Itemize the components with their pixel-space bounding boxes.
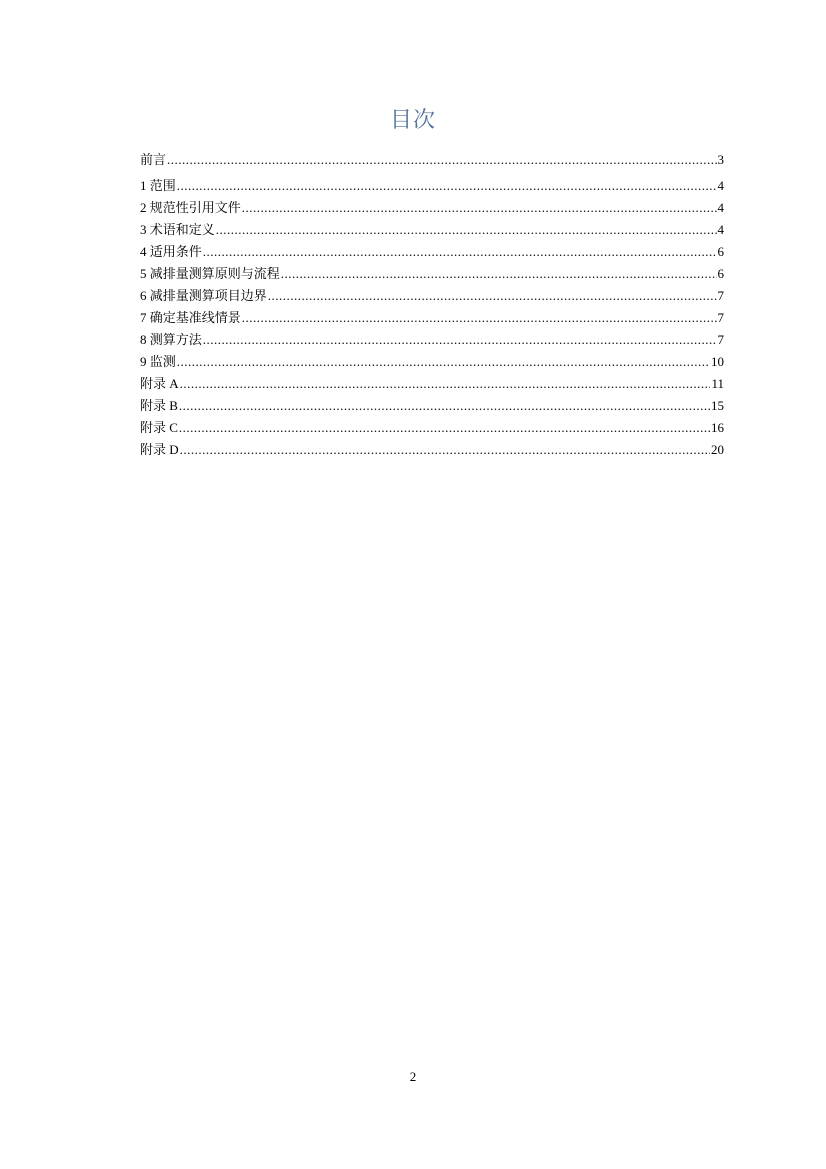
- toc-leader-dots: [179, 417, 710, 439]
- toc-entry-page: 7: [717, 310, 724, 325]
- toc-leader-dots: [242, 307, 717, 329]
- toc-entry-appendix-d[interactable]: [140, 439, 724, 461]
- toc-leader-dots: [203, 241, 717, 263]
- toc-entry-label: 4 适用条件: [140, 244, 202, 259]
- toc-entry-label: 附录 A: [140, 376, 179, 391]
- toc-leader-dots: [177, 175, 717, 197]
- toc-entry-page: 15: [711, 398, 724, 413]
- toc-entry-scope[interactable]: [140, 175, 724, 197]
- toc-entry-label: 附录 D: [140, 442, 179, 457]
- toc-entry-page: 16: [711, 420, 724, 435]
- toc-entry-appendix-b[interactable]: [140, 395, 724, 417]
- toc-leader-dots: [177, 351, 710, 373]
- toc-entry-page: 10: [711, 354, 724, 369]
- toc-entry-page: 7: [717, 288, 724, 303]
- toc-leader-dots: [216, 219, 717, 241]
- toc-entry-page: 7: [717, 332, 724, 347]
- toc-entry-label: 1 范围: [140, 178, 176, 193]
- toc-leader-dots: [180, 373, 711, 395]
- toc-entry-label: 附录 B: [140, 398, 178, 413]
- toc-entry-page: 6: [717, 244, 724, 259]
- toc-entry-appendix-c[interactable]: [140, 417, 724, 439]
- toc-entry-page: 6: [717, 266, 724, 281]
- toc-entry-label: 7 确定基准线情景: [140, 310, 241, 325]
- toc-entry-page: 4: [717, 200, 724, 215]
- toc-entry-page: 11: [711, 376, 724, 391]
- toc-entry-appendix-a[interactable]: [140, 373, 724, 395]
- toc-entry-terms-definitions[interactable]: [140, 219, 724, 241]
- toc-entry-monitoring[interactable]: [140, 351, 724, 373]
- toc-leader-dots: [203, 329, 717, 351]
- toc-entry-principles-process[interactable]: [140, 263, 724, 285]
- toc-entry-calculation-method[interactable]: [140, 329, 724, 351]
- toc-leader-dots: [242, 197, 717, 219]
- toc-entry-label: 8 测算方法: [140, 332, 202, 347]
- toc-entry-applicability[interactable]: [140, 241, 724, 263]
- toc-entry-baseline-scenario[interactable]: [140, 307, 724, 329]
- toc-leader-dots: [268, 285, 717, 307]
- toc-entry-page: 4: [717, 178, 724, 193]
- toc-leader-dots: [180, 439, 710, 461]
- table-of-contents: [140, 149, 724, 461]
- toc-entry-label: 6 减排量测算项目边界: [140, 288, 267, 303]
- toc-leader-dots: [179, 395, 710, 417]
- toc-entry-label: 附录 C: [140, 420, 178, 435]
- toc-entry-normative-references[interactable]: [140, 197, 724, 219]
- toc-entry-foreword[interactable]: [140, 149, 724, 171]
- toc-entry-label: 9 监测: [140, 354, 176, 369]
- toc-entry-label: 3 术语和定义: [140, 222, 215, 237]
- toc-entry-project-boundary[interactable]: [140, 285, 724, 307]
- toc-entry-label: 5 减排量测算原则与流程: [140, 266, 280, 281]
- toc-leader-dots: [281, 263, 717, 285]
- toc-leader-dots: [167, 149, 716, 171]
- toc-entry-label: 2 规范性引用文件: [140, 200, 241, 215]
- page-title: 目次: [389, 108, 436, 133]
- toc-entry-page: 4: [717, 222, 724, 237]
- page-number: 2: [409, 1069, 417, 1084]
- toc-entry-page: 20: [711, 442, 724, 457]
- toc-entry-page: 3: [717, 152, 724, 167]
- toc-entry-label: 前言: [140, 152, 167, 167]
